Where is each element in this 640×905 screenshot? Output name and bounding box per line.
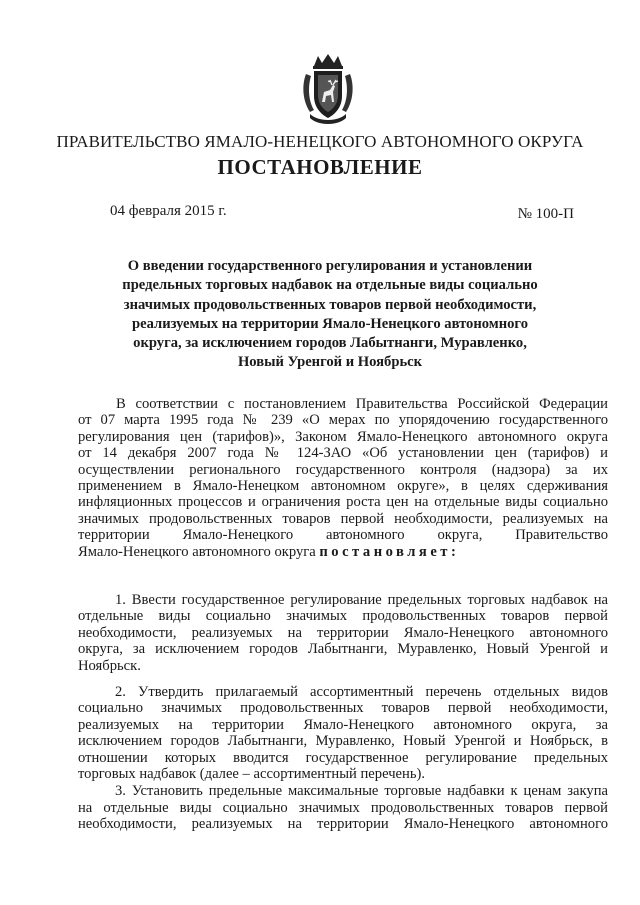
preamble-line: от 14 декабря 2007 года № 124-ЗАО «Об установлении цен (тарифов) и	[78, 445, 608, 462]
decree-word: постановляет:	[319, 543, 460, 560]
item-2	[78, 684, 608, 833]
item-line: социально значимых продовольственных товаров первой необходимости,	[78, 700, 608, 717]
document-date: 04 февраля 2015 г.	[110, 203, 227, 219]
preamble	[78, 396, 608, 560]
preamble-line: регулирования цен (тарифов)», Законом Ямало-Ненецкого автономного округа	[78, 428, 608, 445]
document-type: ПОСТАНОВЛЕНИЕ	[217, 155, 423, 179]
item-line: 3. Установить предельные максимальные торговые надбавки к ценам закупа	[115, 783, 608, 800]
preamble-line: значимых продовольственных товаров первой необходимости, реализуемых на	[78, 510, 608, 527]
document-number: № 100-П	[517, 206, 574, 222]
item-line: 2. Утвердить прилагаемый ассортиментный перечень отдельных видов	[115, 684, 608, 700]
title-line: реализуемых на территории Ямало-Ненецкого автономного	[132, 315, 528, 332]
coat-of-arms-icon	[300, 52, 356, 126]
title-line: О введении государственного регулирования и установлении	[127, 258, 533, 274]
item-line: необходимости, реализуемых на территории Ямало-Ненецкого автономного	[78, 816, 608, 833]
preamble-line: осуществлении регионального государственного контроля (надзора) за их	[78, 461, 608, 478]
item-line: 1. Ввести государственное регулирование предельных торговых надбавок на	[115, 592, 608, 608]
preamble-line: В соответствии с постановлением Правительства Российской Федерации	[116, 396, 608, 412]
item-line: торговых надбавок (далее – ассортиментный перечень).	[78, 765, 425, 782]
item-line: исключением городов Лабытнанги, Муравленко, Новый Уренгой и Ноябрьск, в	[78, 733, 608, 750]
preamble-line: инфляционных процессов и ограничения роста цен на отдельные виды социально	[78, 494, 608, 511]
preamble-line: применением в Ямало-Ненецком автономном округе», в целях сдерживания	[78, 477, 608, 494]
preamble-line: Ямало-Ненецкого автономного округа	[78, 543, 316, 560]
item-line: отношении которых вводится государственное регулирование предельных	[78, 749, 608, 766]
item-line: Ноябрьск.	[78, 657, 141, 674]
item-1	[78, 592, 608, 674]
title-line: предельных торговых надбавок на отдельные виды социально	[122, 277, 538, 294]
document-title	[80, 257, 580, 373]
government-name: ПРАВИТЕЛЬСТВО ЯМАЛО-НЕНЕЦКОГО АВТОНОМНОГО ОКРУГА	[56, 132, 584, 151]
preamble-line: от 07 марта 1995 года № 239 «О мерах по упорядочению государственного	[78, 412, 608, 429]
title-line: округа, за исключением городов Лабытнанги, Муравленко,	[133, 335, 527, 352]
preamble-last-line	[78, 544, 608, 560]
item-line: отдельные виды социально значимых продовольственных товаров первой	[78, 608, 608, 625]
item-line: реализуемых на территории Ямало-Ненецкого автономного округа, за	[78, 716, 608, 733]
item-line: округа, за исключением городов Лабытнанги, Муравленко, Новый Уренгой и	[78, 641, 608, 658]
item-line: необходимости, реализуемых на территории Ямало-Ненецкого автономного	[78, 624, 608, 641]
title-line: Новый Уренгой и Ноябрьск	[237, 354, 423, 371]
title-line: значимых продовольственных товаров первой необходимости,	[123, 296, 537, 313]
item-line: на отдельные виды социально значимых продовольственных товаров первой	[78, 799, 608, 816]
preamble-line: территории Ямало-Ненецкого автономного округа, Правительство	[78, 527, 608, 544]
